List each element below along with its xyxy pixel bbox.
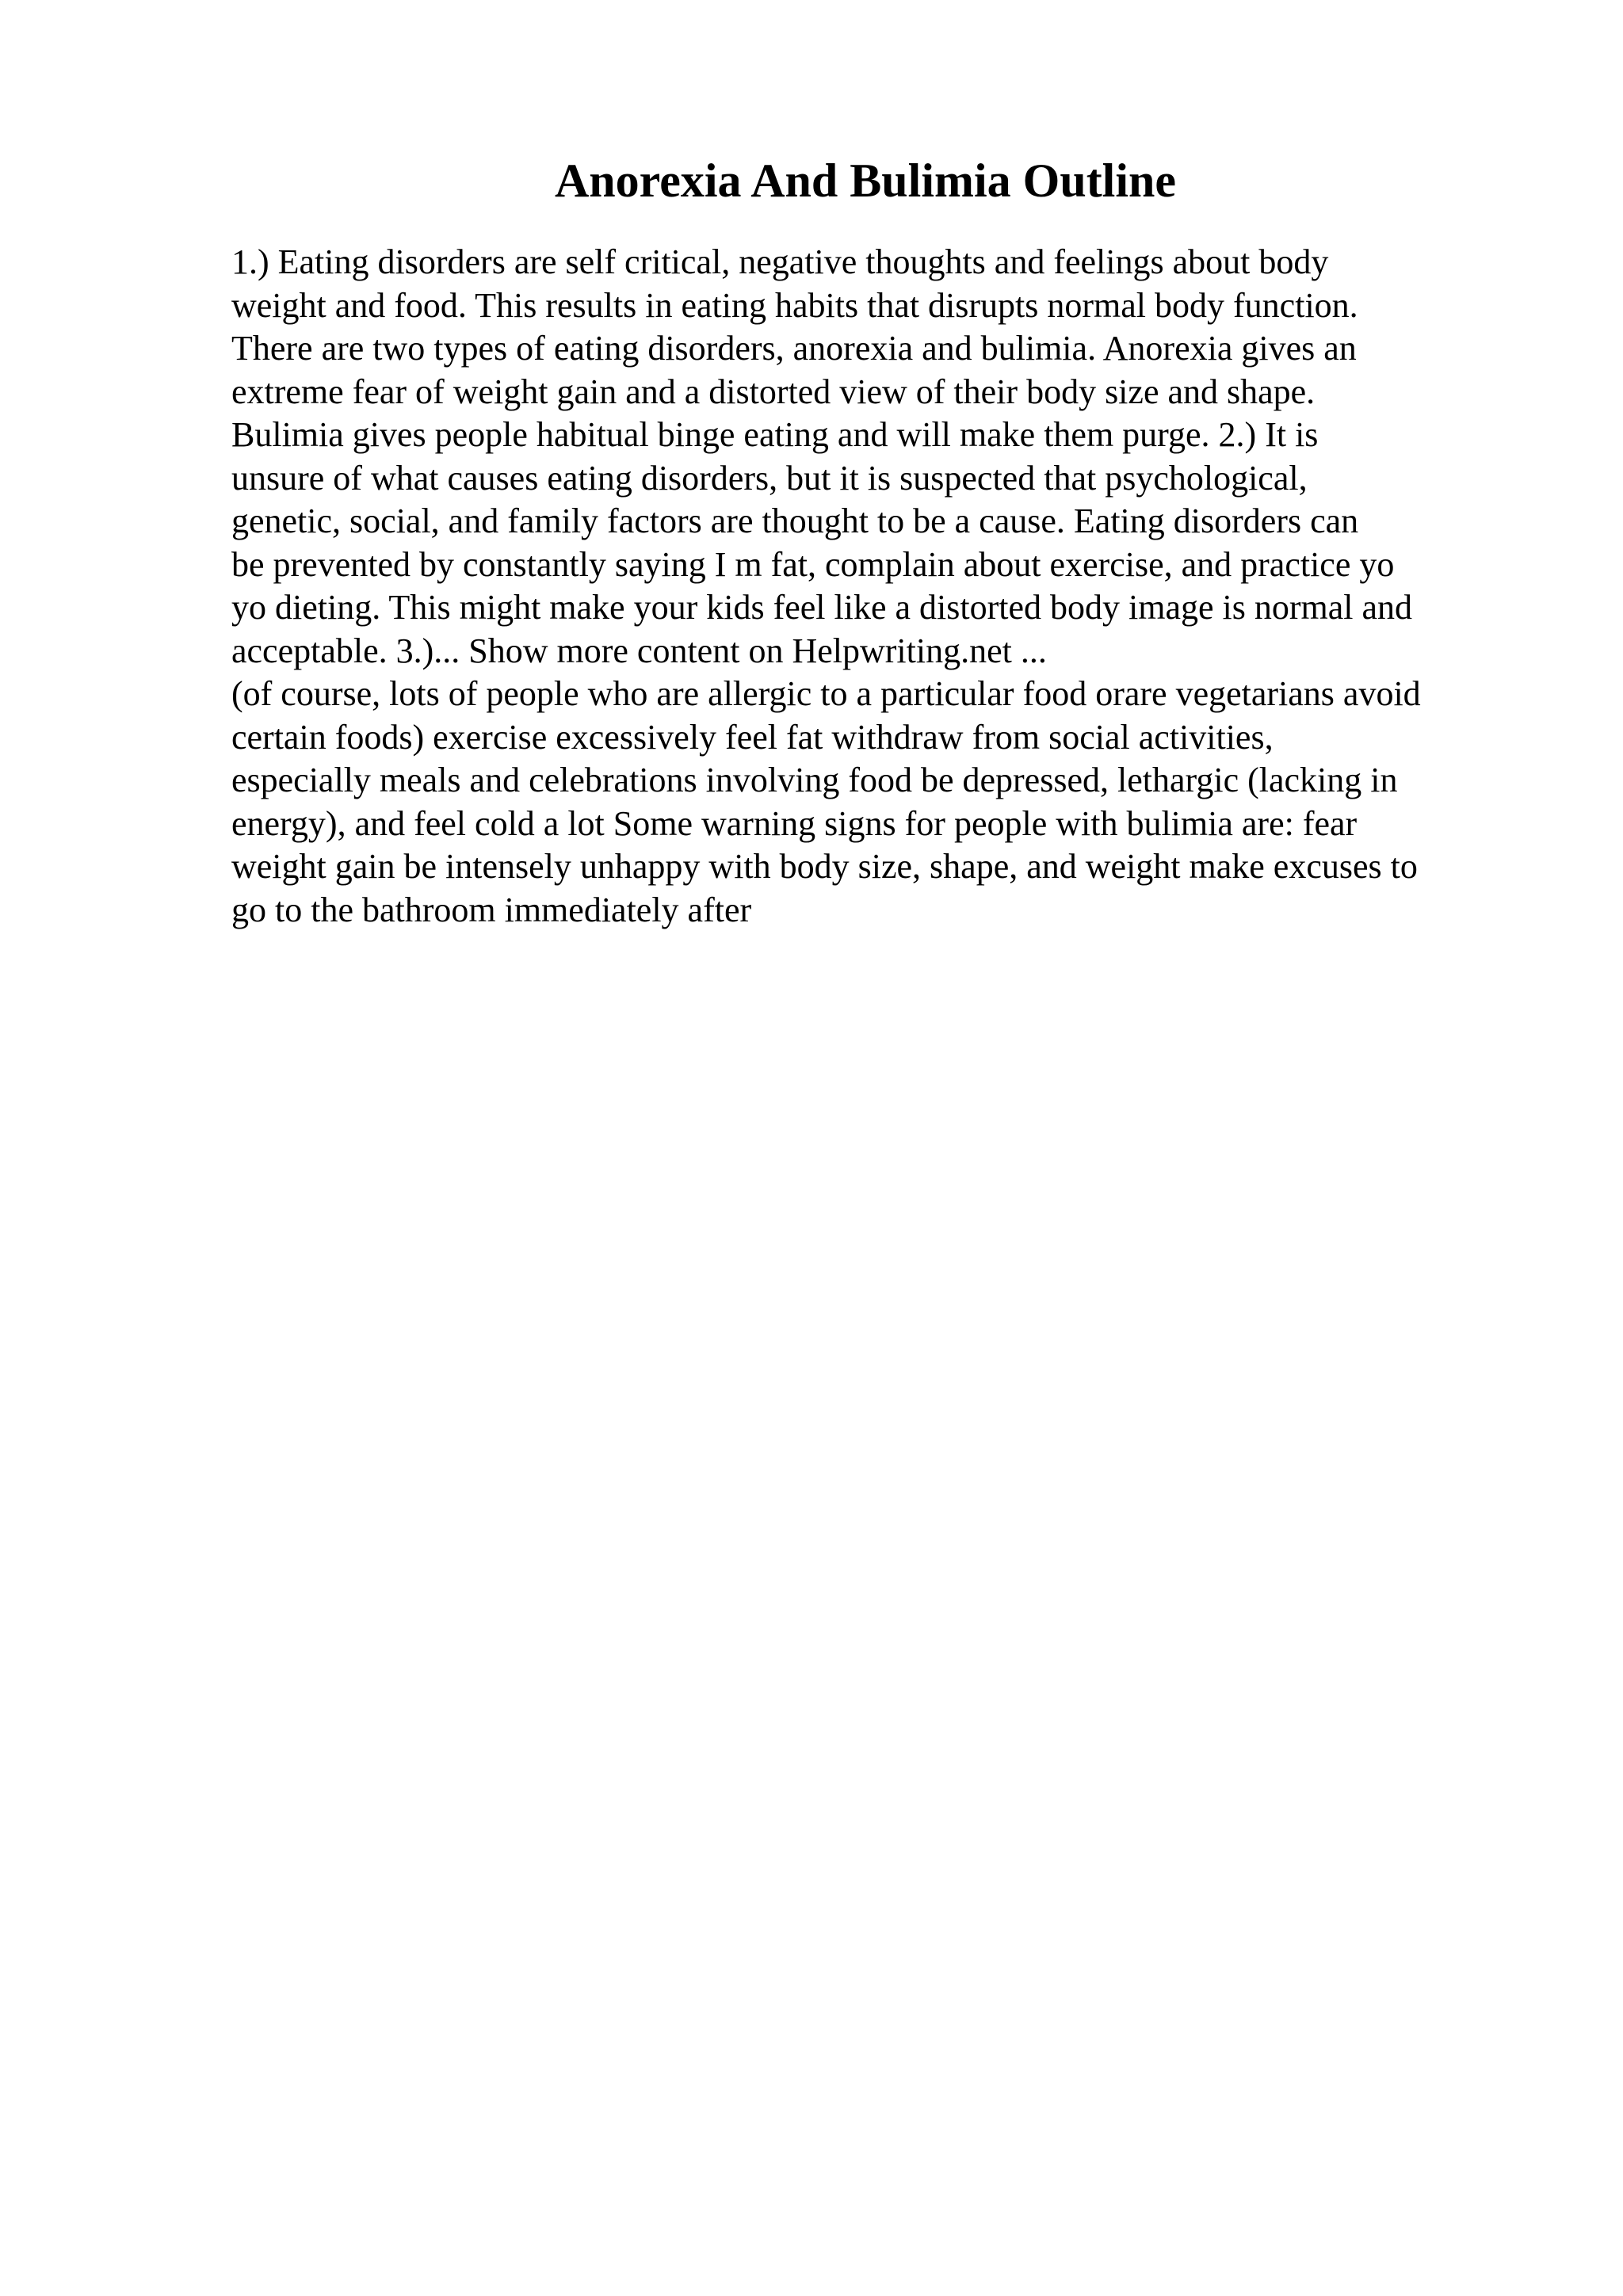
body-line: yo dieting. This might make your kids feel like a distorted body image is normal and [231,588,1413,627]
body-line: go to the bathroom immediately after [231,890,752,929]
body-line: weight and food. This results in eating habits that disrupts normal body function. [231,285,1358,325]
body-line: especially meals and celebrations involving food be depressed, lethargic (lacking in [231,761,1398,799]
document-body [231,241,1499,932]
body-line: energy), and feel cold a lot Some warning signs for people with bulimia are: fear [231,803,1358,843]
body-line: acceptable. 3.)... Show more content on Helpwriting.net ... [231,631,1047,670]
body-line: unsure of what causes eating disorders, but it is suspected that psychological, [231,458,1308,498]
document-title: Anorexia And Bulimia Outline [554,154,1177,207]
body-line: Bulimia gives people habitual binge eating and will make them purge. 2.) It is [231,415,1319,454]
body-line: certain foods) exercise excessively feel fat withdraw from social activities, [231,717,1274,757]
body-line: There are two types of eating disorders, anorexia and bulimia. Anorexia gives an [231,329,1357,368]
body-line: (of course, lots of people who are allergic to a particular food orare vegetarians avoid [231,674,1421,713]
body-line: be prevented by constantly saying I m fat, complain about exercise, and practice yo [231,544,1395,584]
body-line: genetic, social, and family factors are thought to be a cause. Eating disorders can [231,502,1359,540]
body-line: 1.) Eating disorders are self critical, negative thoughts and feelings about body [231,242,1329,281]
body-line: weight gain be intensely unhappy with body size, shape, and weight make excuses to [231,847,1418,886]
body-line: extreme fear of weight gain and a distorted view of their body size and shape. [231,372,1316,411]
